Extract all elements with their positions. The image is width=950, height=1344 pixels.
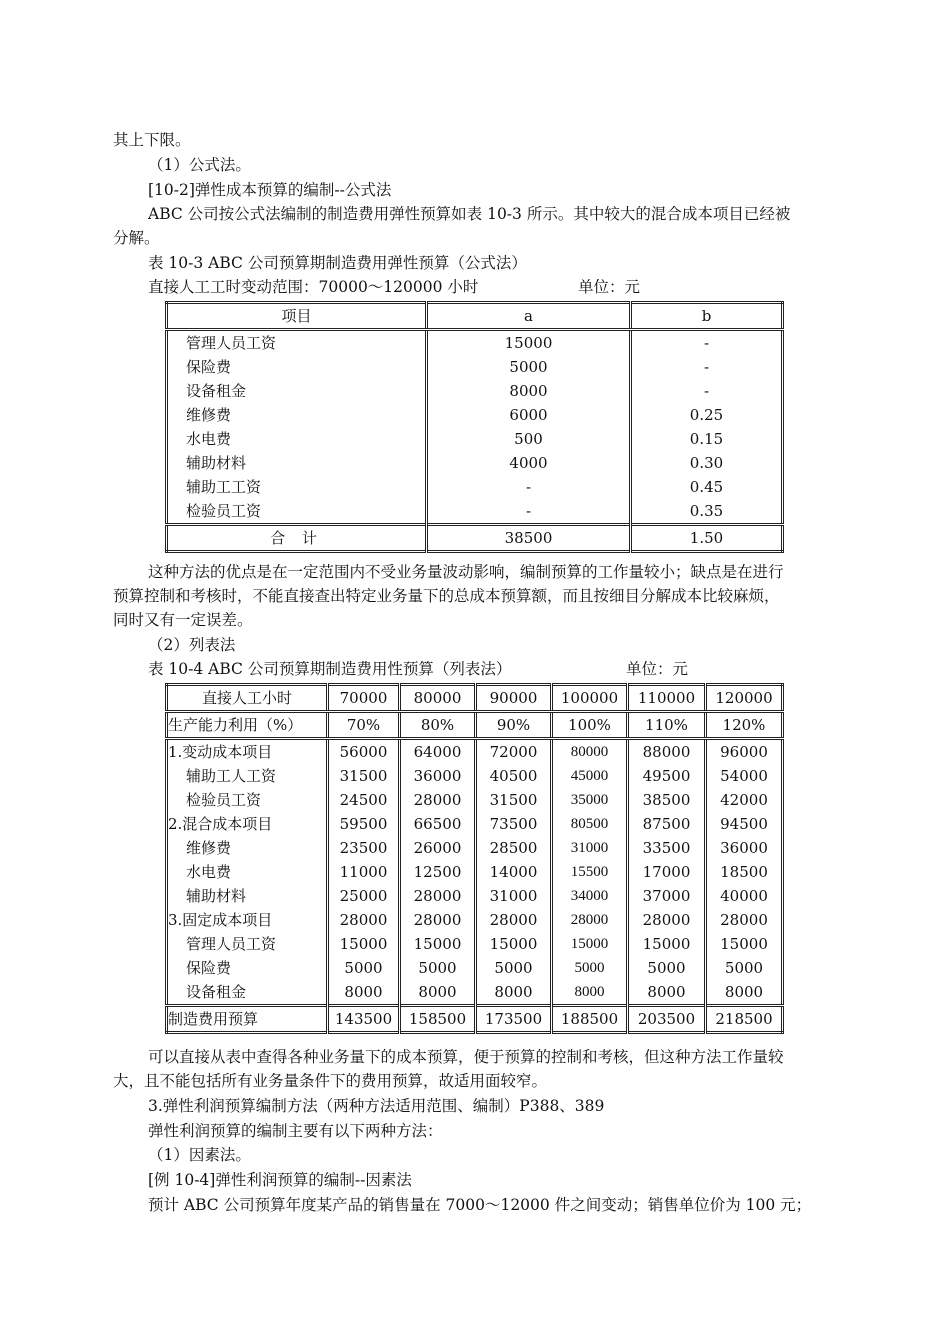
table-cell: 1.50 xyxy=(631,525,783,552)
paragraph-line: 分解。 xyxy=(113,229,160,247)
table-cell: 5000 xyxy=(400,956,476,980)
table-row xyxy=(167,932,783,956)
table-cell: 28000 xyxy=(628,908,706,932)
section-heading-profit: 3.弹性利润预算编制方法（两种方法适用范围、编制）P388、389 xyxy=(148,1097,605,1115)
table-cell: 15000 xyxy=(628,932,706,956)
example-heading: [例 10-4]弹性利润预算的编制--因素法 xyxy=(148,1171,412,1189)
table-cell: 28500 xyxy=(476,836,552,860)
table-cell: 94500 xyxy=(706,812,783,836)
table-cell: 31000 xyxy=(476,884,552,908)
column-header: 100000 xyxy=(552,685,628,712)
table-cell: - xyxy=(631,355,783,379)
table-cell: 8000 xyxy=(328,980,400,1006)
row-label: 保险费 xyxy=(186,959,232,977)
table-cell: 5000 xyxy=(706,956,783,980)
table-cell: 38500 xyxy=(427,525,631,552)
row-label: 管理人员工资 xyxy=(186,935,277,953)
table-cell: 28000 xyxy=(476,908,552,932)
table-cell: 59500 xyxy=(328,812,400,836)
table-cell: 12500 xyxy=(400,860,476,884)
paragraph-line: 其上下限。 xyxy=(113,131,191,149)
formula-budget-table xyxy=(165,301,784,553)
table-cell: 31500 xyxy=(328,764,400,788)
table-cell: 15000 xyxy=(400,932,476,956)
table-row xyxy=(167,812,783,836)
column-header: 90000 xyxy=(476,685,552,712)
paragraph-line: 弹性利润预算的编制主要有以下两种方法： xyxy=(148,1122,443,1140)
table-header-row xyxy=(167,685,783,712)
table-row xyxy=(167,836,783,860)
table-cell: 15000 xyxy=(427,330,631,356)
column-header: b xyxy=(631,303,783,330)
row-label: 生产能力利用（%） xyxy=(167,712,328,739)
capacity-row xyxy=(167,712,783,739)
table-cell: 15000 xyxy=(552,932,628,956)
table-row xyxy=(167,860,783,884)
table-subcaption: 直接人工工时变动范围：70000～120000 小时 xyxy=(148,278,479,296)
table-row xyxy=(167,403,783,427)
table-cell: 水电费 xyxy=(186,430,232,448)
paragraph-line: 可以直接从表中查得各种业务量下的成本预算，便于预算的控制和考核，但这种方法工作量较 xyxy=(148,1048,784,1066)
table-row xyxy=(167,355,783,379)
table-cell: 158500 xyxy=(400,1006,476,1033)
table-cell: 120% xyxy=(706,712,783,739)
table-cell: 80000 xyxy=(552,739,628,765)
table-cell: 15500 xyxy=(552,860,628,884)
table-row xyxy=(167,427,783,451)
unit-label: 单位：元 xyxy=(626,660,689,678)
table-cell: 管理人员工资 xyxy=(186,334,277,352)
table-row xyxy=(167,980,783,1006)
table-cell: 8000 xyxy=(400,980,476,1006)
total-label: 合 计 xyxy=(167,525,427,552)
table-cell: 36000 xyxy=(400,764,476,788)
table-cell: 45000 xyxy=(552,764,628,788)
table-cell: 80% xyxy=(400,712,476,739)
table-total-row xyxy=(167,1006,783,1033)
column-header: 70000 xyxy=(328,685,400,712)
paragraph-line: 同时又有一定误差。 xyxy=(113,611,253,629)
table-cell: 80500 xyxy=(552,812,628,836)
table-cell: 56000 xyxy=(328,739,400,765)
table-cell: 173500 xyxy=(476,1006,552,1033)
table-cell: 8000 xyxy=(552,980,628,1006)
table-cell: 5000 xyxy=(476,956,552,980)
table-cell: 188500 xyxy=(552,1006,628,1033)
table-row xyxy=(167,379,783,403)
table-cell: 8000 xyxy=(476,980,552,1006)
table-row xyxy=(167,764,783,788)
table-row xyxy=(167,788,783,812)
table-cell: 88000 xyxy=(628,739,706,765)
table-cell: 5000 xyxy=(552,956,628,980)
table-row xyxy=(167,739,783,765)
table-cell: 49500 xyxy=(628,764,706,788)
table-cell: 11000 xyxy=(328,860,400,884)
table-cell: 6000 xyxy=(427,403,631,427)
table-cell: 17000 xyxy=(628,860,706,884)
column-header: 80000 xyxy=(400,685,476,712)
row-label: 辅助材料 xyxy=(186,887,247,905)
table-cell: 40500 xyxy=(476,764,552,788)
table-cell: 0.45 xyxy=(631,475,783,499)
paragraph-line: 大，且不能包括所有业务量条件下的费用预算，故适用面较窄。 xyxy=(113,1072,548,1090)
table-cell: 90% xyxy=(476,712,552,739)
table-cell: 38500 xyxy=(628,788,706,812)
table-cell: 5000 xyxy=(628,956,706,980)
section-heading-list: （2）列表法 xyxy=(148,636,236,654)
table-caption: 表 10-4 ABC 公司预算期制造费用性预算（列表法） xyxy=(148,660,512,678)
paragraph-line: ABC 公司按公式法编制的制造费用弹性预算如表 10-3 所示。其中较大的混合成本项目已经被 xyxy=(148,205,791,223)
table-cell: 218500 xyxy=(706,1006,783,1033)
unit-label: 单位：元 xyxy=(578,278,641,296)
table-cell: 设备租金 xyxy=(186,382,247,400)
table-row xyxy=(167,451,783,475)
table-cell: 0.25 xyxy=(631,403,783,427)
section-heading-factor: （1）因素法。 xyxy=(148,1146,251,1164)
table-cell: 100% xyxy=(552,712,628,739)
table-cell: 42000 xyxy=(706,788,783,812)
table-cell: 31000 xyxy=(552,836,628,860)
row-label: 水电费 xyxy=(186,863,232,881)
table-cell: 4000 xyxy=(427,451,631,475)
table-cell: - xyxy=(427,475,631,499)
table-cell: 28000 xyxy=(328,908,400,932)
table-cell: 辅助工工资 xyxy=(186,478,262,496)
table-cell: 维修费 xyxy=(186,406,232,424)
table-cell: 15000 xyxy=(476,932,552,956)
table-cell: 8000 xyxy=(628,980,706,1006)
table-total-row xyxy=(167,525,783,552)
table-cell: 40000 xyxy=(706,884,783,908)
row-label: 1.变动成本项目 xyxy=(168,743,273,761)
table-cell: 72000 xyxy=(476,739,552,765)
table-cell: 26000 xyxy=(400,836,476,860)
table-cell: 37000 xyxy=(628,884,706,908)
table-cell: 143500 xyxy=(328,1006,400,1033)
table-caption: 表 10-3 ABC 公司预算期制造费用弹性预算（公式法） xyxy=(148,254,527,272)
table-cell: 18500 xyxy=(706,860,783,884)
table-cell: 5000 xyxy=(328,956,400,980)
table-cell: 辅助材料 xyxy=(186,454,247,472)
column-header: 项目 xyxy=(167,303,427,330)
table-cell: 70% xyxy=(328,712,400,739)
table-cell: 检验员工资 xyxy=(186,502,262,520)
table-cell: 14000 xyxy=(476,860,552,884)
column-header: a xyxy=(427,303,631,330)
table-cell: 0.35 xyxy=(631,499,783,525)
table-cell: 15000 xyxy=(706,932,783,956)
list-budget-table xyxy=(165,683,784,1034)
table-cell: 203500 xyxy=(628,1006,706,1033)
table-row xyxy=(167,908,783,932)
table-header-row xyxy=(167,303,783,330)
table-cell: - xyxy=(427,499,631,525)
table-cell: 28000 xyxy=(552,908,628,932)
row-label: 3.固定成本项目 xyxy=(168,911,273,929)
table-cell: 31500 xyxy=(476,788,552,812)
table-row xyxy=(167,499,783,525)
table-cell: 96000 xyxy=(706,739,783,765)
table-cell: 54000 xyxy=(706,764,783,788)
table-row xyxy=(167,956,783,980)
table-cell: 33500 xyxy=(628,836,706,860)
table-cell: 28000 xyxy=(400,908,476,932)
table-cell: 66500 xyxy=(400,812,476,836)
column-header: 120000 xyxy=(706,685,783,712)
table-cell: 15000 xyxy=(328,932,400,956)
row-label: 设备租金 xyxy=(186,983,247,1001)
table-cell: - xyxy=(631,330,783,356)
column-header: 110000 xyxy=(628,685,706,712)
table-row xyxy=(167,330,783,356)
table-row xyxy=(167,884,783,908)
table-cell: 64000 xyxy=(400,739,476,765)
paragraph-line: 预算控制和考核时，不能直接查出特定业务量下的总成本预算额，而且按细目分解成本比较麻烦， xyxy=(113,587,780,605)
total-label: 制造费用预算 xyxy=(167,1006,328,1033)
table-cell: - xyxy=(631,379,783,403)
table-cell: 500 xyxy=(427,427,631,451)
table-cell: 23500 xyxy=(328,836,400,860)
table-cell: 8000 xyxy=(427,379,631,403)
paragraph-line: 这种方法的优点是在一定范围内不受业务量波动影响，编制预算的工作量较小；缺点是在进行 xyxy=(148,563,784,581)
table-cell: 36000 xyxy=(706,836,783,860)
row-label: 维修费 xyxy=(186,839,232,857)
table-cell: 110% xyxy=(628,712,706,739)
paragraph-line: 预计 ABC 公司预算年度某产品的销售量在 7000～12000 件之间变动；销售单位价为 100 元； xyxy=(148,1196,812,1214)
table-cell: 25000 xyxy=(328,884,400,908)
table-cell: 0.30 xyxy=(631,451,783,475)
row-label: 检验员工资 xyxy=(186,791,262,809)
table-cell: 0.15 xyxy=(631,427,783,451)
table-cell: 保险费 xyxy=(186,358,232,376)
table-cell: 87500 xyxy=(628,812,706,836)
table-cell: 24500 xyxy=(328,788,400,812)
table-cell: 8000 xyxy=(706,980,783,1006)
table-cell: 28000 xyxy=(400,884,476,908)
table-cell: 73500 xyxy=(476,812,552,836)
table-row xyxy=(167,475,783,499)
section-heading-formula: （1）公式法。 xyxy=(148,156,251,174)
table-cell: 34000 xyxy=(552,884,628,908)
table-cell: 35000 xyxy=(552,788,628,812)
table-cell: 5000 xyxy=(427,355,631,379)
example-heading: [10-2]弹性成本预算的编制--公式法 xyxy=(148,181,392,199)
row-label: 2.混合成本项目 xyxy=(168,815,273,833)
table-cell: 28000 xyxy=(400,788,476,812)
column-header: 直接人工小时 xyxy=(167,685,328,712)
row-label: 辅助工人工资 xyxy=(186,767,277,785)
table-cell: 28000 xyxy=(706,908,783,932)
